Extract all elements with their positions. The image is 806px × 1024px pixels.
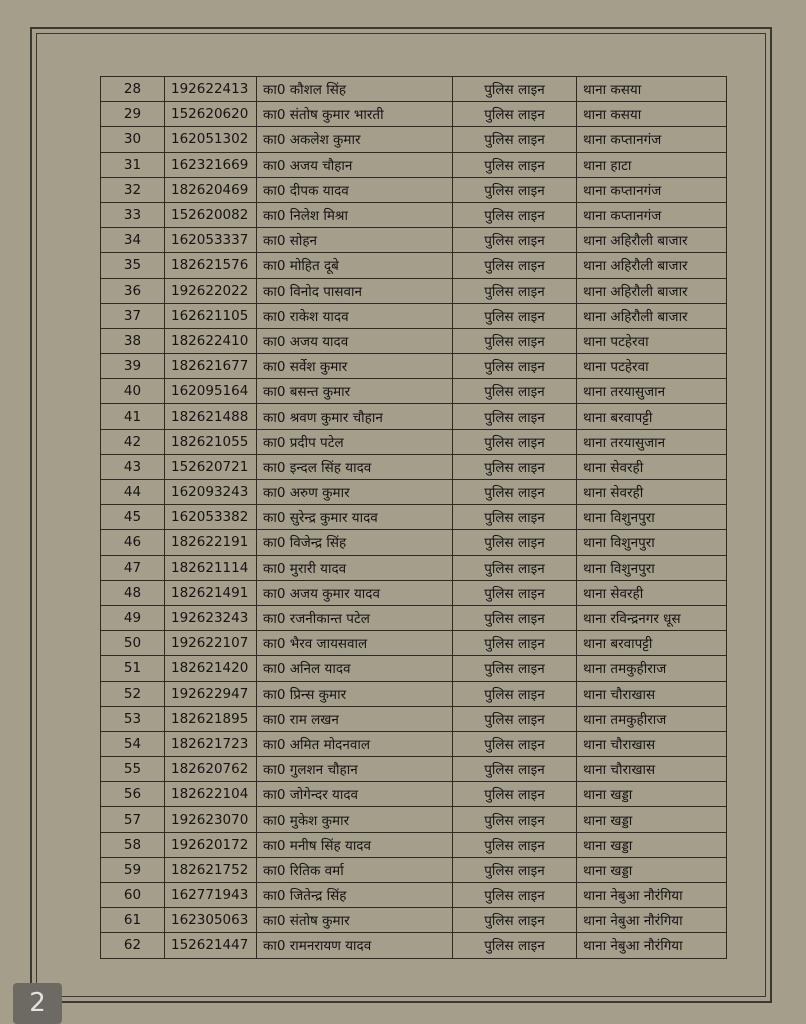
serial-number-cell: 50 <box>101 631 165 656</box>
constable-name-cell: का0 गुलशन चौहान <box>257 757 453 782</box>
employee-number-cell: 182621491 <box>165 580 257 605</box>
table-row <box>101 202 727 227</box>
employee-number-cell: 162621105 <box>165 303 257 328</box>
constable-name-cell: का0 मोहित दूबे <box>257 253 453 278</box>
serial-number-cell: 40 <box>101 379 165 404</box>
employee-number-cell: 162095164 <box>165 379 257 404</box>
employee-number-cell: 162053337 <box>165 228 257 253</box>
serial-number-cell: 46 <box>101 530 165 555</box>
current-posting-cell: पुलिस लाइन <box>453 631 577 656</box>
current-posting-cell: पुलिस लाइन <box>453 706 577 731</box>
serial-number-cell: 43 <box>101 454 165 479</box>
current-posting-cell: पुलिस लाइन <box>453 807 577 832</box>
table-row <box>101 77 727 102</box>
serial-number-cell: 48 <box>101 580 165 605</box>
table-row <box>101 278 727 303</box>
constable-name-cell: का0 अनिल यादव <box>257 656 453 681</box>
serial-number-cell: 38 <box>101 328 165 353</box>
current-posting-cell: पुलिस लाइन <box>453 480 577 505</box>
table-row <box>101 681 727 706</box>
current-posting-cell: पुलिस लाइन <box>453 328 577 353</box>
employee-number-cell: 162321669 <box>165 152 257 177</box>
serial-number-cell: 57 <box>101 807 165 832</box>
new-posting-cell: थाना खड्डा <box>577 857 727 882</box>
new-posting-cell: थाना कसया <box>577 102 727 127</box>
table-row <box>101 555 727 580</box>
table-row <box>101 631 727 656</box>
new-posting-cell: थाना कसया <box>577 77 727 102</box>
table-row <box>101 303 727 328</box>
employee-number-cell: 152620620 <box>165 102 257 127</box>
serial-number-cell: 34 <box>101 228 165 253</box>
table-row <box>101 127 727 152</box>
table-row <box>101 580 727 605</box>
serial-number-cell: 60 <box>101 883 165 908</box>
table-row <box>101 832 727 857</box>
new-posting-cell: थाना खड्डा <box>577 807 727 832</box>
table-row <box>101 908 727 933</box>
new-posting-cell: थाना सेवरही <box>577 580 727 605</box>
current-posting-cell: पुलिस लाइन <box>453 127 577 152</box>
employee-number-cell: 182621576 <box>165 253 257 278</box>
new-posting-cell: थाना कप्तानगंज <box>577 127 727 152</box>
serial-number-cell: 39 <box>101 354 165 379</box>
employee-number-cell: 182621488 <box>165 404 257 429</box>
serial-number-cell: 59 <box>101 857 165 882</box>
serial-number-cell: 36 <box>101 278 165 303</box>
table-row <box>101 454 727 479</box>
table-row <box>101 807 727 832</box>
table-row <box>101 152 727 177</box>
new-posting-cell: थाना विशुनपुरा <box>577 505 727 530</box>
new-posting-cell: थाना चौराखास <box>577 757 727 782</box>
new-posting-cell: थाना सेवरही <box>577 454 727 479</box>
new-posting-cell: थाना तरयासुजान <box>577 379 727 404</box>
new-posting-cell: थाना अहिरौली बाजार <box>577 253 727 278</box>
employee-number-cell: 182620469 <box>165 177 257 202</box>
employee-number-cell: 162771943 <box>165 883 257 908</box>
employee-number-cell: 162053382 <box>165 505 257 530</box>
constable-name-cell: का0 कौशल सिंह <box>257 77 453 102</box>
constable-name-cell: का0 मुकेश कुमार <box>257 807 453 832</box>
employee-number-cell: 192623070 <box>165 807 257 832</box>
new-posting-cell: थाना विशुनपुरा <box>577 555 727 580</box>
constable-name-cell: का0 सोहन <box>257 228 453 253</box>
table-row <box>101 656 727 681</box>
transfer-table-body <box>101 77 727 959</box>
constable-name-cell: का0 मुरारी यादव <box>257 555 453 580</box>
table-row <box>101 328 727 353</box>
new-posting-cell: थाना खड्डा <box>577 832 727 857</box>
table-row <box>101 228 727 253</box>
employee-number-cell: 182622104 <box>165 782 257 807</box>
constable-name-cell: का0 अजय कुमार यादव <box>257 580 453 605</box>
employee-number-cell: 162093243 <box>165 480 257 505</box>
table-row <box>101 429 727 454</box>
employee-number-cell: 192622107 <box>165 631 257 656</box>
new-posting-cell: थाना खड्डा <box>577 782 727 807</box>
table-row <box>101 782 727 807</box>
table-row <box>101 757 727 782</box>
current-posting-cell: पुलिस लाइन <box>453 883 577 908</box>
current-posting-cell: पुलिस लाइन <box>453 228 577 253</box>
employee-number-cell: 192623243 <box>165 605 257 630</box>
table-row <box>101 731 727 756</box>
constable-name-cell: का0 बसन्त कुमार <box>257 379 453 404</box>
serial-number-cell: 33 <box>101 202 165 227</box>
constable-name-cell: का0 रजनीकान्त पटेल <box>257 605 453 630</box>
constable-name-cell: का0 सुरेन्द्र कुमार यादव <box>257 505 453 530</box>
new-posting-cell: थाना बरवापट्टी <box>577 404 727 429</box>
serial-number-cell: 53 <box>101 706 165 731</box>
serial-number-cell: 52 <box>101 681 165 706</box>
current-posting-cell: पुलिस लाइन <box>453 530 577 555</box>
new-posting-cell: थाना तमकुहीराज <box>577 656 727 681</box>
current-posting-cell: पुलिस लाइन <box>453 555 577 580</box>
employee-number-cell: 182622410 <box>165 328 257 353</box>
current-posting-cell: पुलिस लाइन <box>453 933 577 958</box>
new-posting-cell: थाना कप्तानगंज <box>577 202 727 227</box>
new-posting-cell: थाना तमकुहीराज <box>577 706 727 731</box>
current-posting-cell: पुलिस लाइन <box>453 782 577 807</box>
current-posting-cell: पुलिस लाइन <box>453 77 577 102</box>
constable-name-cell: का0 अकलेश कुमार <box>257 127 453 152</box>
constable-name-cell: का0 रितिक वर्मा <box>257 857 453 882</box>
new-posting-cell: थाना नेबुआ नौरंगिया <box>577 933 727 958</box>
constable-name-cell: का0 संतोष कुमार भारती <box>257 102 453 127</box>
employee-number-cell: 182622191 <box>165 530 257 555</box>
current-posting-cell: पुलिस लाइन <box>453 505 577 530</box>
table-row <box>101 933 727 958</box>
new-posting-cell: थाना चौराखास <box>577 681 727 706</box>
employee-number-cell: 182621114 <box>165 555 257 580</box>
current-posting-cell: पुलिस लाइन <box>453 278 577 303</box>
current-posting-cell: पुलिस लाइन <box>453 152 577 177</box>
constable-name-cell: का0 विजेन्द्र सिंह <box>257 530 453 555</box>
employee-number-cell: 192622947 <box>165 681 257 706</box>
new-posting-cell: थाना पटहेरवा <box>577 354 727 379</box>
constable-name-cell: का0 इन्दल सिंह यादव <box>257 454 453 479</box>
table-row <box>101 605 727 630</box>
current-posting-cell: पुलिस लाइन <box>453 731 577 756</box>
current-posting-cell: पुलिस लाइन <box>453 253 577 278</box>
current-posting-cell: पुलिस लाइन <box>453 102 577 127</box>
constable-name-cell: का0 जोगेन्दर यादव <box>257 782 453 807</box>
table-row <box>101 480 727 505</box>
current-posting-cell: पुलिस लाइन <box>453 177 577 202</box>
constable-name-cell: का0 अजय चौहान <box>257 152 453 177</box>
serial-number-cell: 37 <box>101 303 165 328</box>
page-number-badge[interactable]: 2 <box>13 983 62 1024</box>
employee-number-cell: 152620721 <box>165 454 257 479</box>
serial-number-cell: 29 <box>101 102 165 127</box>
current-posting-cell: पुलिस लाइन <box>453 908 577 933</box>
constable-name-cell: का0 रामनरायण यादव <box>257 933 453 958</box>
new-posting-cell: थाना अहिरौली बाजार <box>577 278 727 303</box>
table-row <box>101 857 727 882</box>
serial-number-cell: 28 <box>101 77 165 102</box>
serial-number-cell: 42 <box>101 429 165 454</box>
table-row <box>101 379 727 404</box>
serial-number-cell: 62 <box>101 933 165 958</box>
employee-number-cell: 182620762 <box>165 757 257 782</box>
new-posting-cell: थाना अहिरौली बाजार <box>577 303 727 328</box>
serial-number-cell: 55 <box>101 757 165 782</box>
new-posting-cell: थाना नेबुआ नौरंगिया <box>577 908 727 933</box>
new-posting-cell: थाना रविन्द्रनगर धूस <box>577 605 727 630</box>
serial-number-cell: 41 <box>101 404 165 429</box>
current-posting-cell: पुलिस लाइन <box>453 832 577 857</box>
current-posting-cell: पुलिस लाइन <box>453 605 577 630</box>
current-posting-cell: पुलिस लाइन <box>453 429 577 454</box>
constable-name-cell: का0 दीपक यादव <box>257 177 453 202</box>
serial-number-cell: 44 <box>101 480 165 505</box>
constable-name-cell: का0 संतोष कुमार <box>257 908 453 933</box>
current-posting-cell: पुलिस लाइन <box>453 757 577 782</box>
serial-number-cell: 56 <box>101 782 165 807</box>
employee-number-cell: 192620172 <box>165 832 257 857</box>
constable-name-cell: का0 सर्वेश कुमार <box>257 354 453 379</box>
new-posting-cell: थाना नेबुआ नौरंगिया <box>577 883 727 908</box>
employee-number-cell: 162305063 <box>165 908 257 933</box>
constable-name-cell: का0 श्रवण कुमार चौहान <box>257 404 453 429</box>
current-posting-cell: पुलिस लाइन <box>453 354 577 379</box>
table-row <box>101 883 727 908</box>
table-row <box>101 354 727 379</box>
serial-number-cell: 32 <box>101 177 165 202</box>
table-row <box>101 530 727 555</box>
employee-number-cell: 192622413 <box>165 77 257 102</box>
current-posting-cell: पुलिस लाइन <box>453 454 577 479</box>
current-posting-cell: पुलिस लाइन <box>453 681 577 706</box>
new-posting-cell: थाना चौराखास <box>577 731 727 756</box>
serial-number-cell: 51 <box>101 656 165 681</box>
new-posting-cell: थाना सेवरही <box>577 480 727 505</box>
table-row <box>101 253 727 278</box>
constable-name-cell: का0 जितेन्द्र सिंह <box>257 883 453 908</box>
serial-number-cell: 47 <box>101 555 165 580</box>
current-posting-cell: पुलिस लाइन <box>453 404 577 429</box>
constable-name-cell: का0 निलेश मिश्रा <box>257 202 453 227</box>
current-posting-cell: पुलिस लाइन <box>453 379 577 404</box>
new-posting-cell: थाना हाटा <box>577 152 727 177</box>
employee-number-cell: 152620082 <box>165 202 257 227</box>
serial-number-cell: 54 <box>101 731 165 756</box>
table-row <box>101 706 727 731</box>
current-posting-cell: पुलिस लाइन <box>453 202 577 227</box>
serial-number-cell: 30 <box>101 127 165 152</box>
serial-number-cell: 58 <box>101 832 165 857</box>
current-posting-cell: पुलिस लाइन <box>453 857 577 882</box>
serial-number-cell: 45 <box>101 505 165 530</box>
employee-number-cell: 162051302 <box>165 127 257 152</box>
constable-name-cell: का0 अजय यादव <box>257 328 453 353</box>
new-posting-cell: थाना तरयासुजान <box>577 429 727 454</box>
table-row <box>101 102 727 127</box>
employee-number-cell: 192622022 <box>165 278 257 303</box>
serial-number-cell: 35 <box>101 253 165 278</box>
employee-number-cell: 182621677 <box>165 354 257 379</box>
constable-name-cell: का0 अमित मोदनवाल <box>257 731 453 756</box>
constable-name-cell: का0 राम लखन <box>257 706 453 731</box>
current-posting-cell: पुलिस लाइन <box>453 656 577 681</box>
constable-name-cell: का0 विनोद पासवान <box>257 278 453 303</box>
new-posting-cell: थाना पटहेरवा <box>577 328 727 353</box>
employee-number-cell: 152621447 <box>165 933 257 958</box>
constable-name-cell: का0 प्रदीप पटेल <box>257 429 453 454</box>
new-posting-cell: थाना कप्तानगंज <box>577 177 727 202</box>
new-posting-cell: थाना बरवापट्टी <box>577 631 727 656</box>
current-posting-cell: पुलिस लाइन <box>453 303 577 328</box>
current-posting-cell: पुलिस लाइन <box>453 580 577 605</box>
table-row <box>101 177 727 202</box>
constable-name-cell: का0 अरुण कुमार <box>257 480 453 505</box>
constable-name-cell: का0 भैरव जायसवाल <box>257 631 453 656</box>
table-row <box>101 404 727 429</box>
employee-number-cell: 182621752 <box>165 857 257 882</box>
serial-number-cell: 49 <box>101 605 165 630</box>
constable-name-cell: का0 राकेश यादव <box>257 303 453 328</box>
employee-number-cell: 182621895 <box>165 706 257 731</box>
transfer-table <box>100 76 727 959</box>
employee-number-cell: 182621055 <box>165 429 257 454</box>
employee-number-cell: 182621420 <box>165 656 257 681</box>
constable-name-cell: का0 मनीष सिंह यादव <box>257 832 453 857</box>
serial-number-cell: 31 <box>101 152 165 177</box>
serial-number-cell: 61 <box>101 908 165 933</box>
new-posting-cell: थाना अहिरौली बाजार <box>577 228 727 253</box>
constable-name-cell: का0 प्रिन्स कुमार <box>257 681 453 706</box>
employee-number-cell: 182621723 <box>165 731 257 756</box>
table-row <box>101 505 727 530</box>
new-posting-cell: थाना विशुनपुरा <box>577 530 727 555</box>
